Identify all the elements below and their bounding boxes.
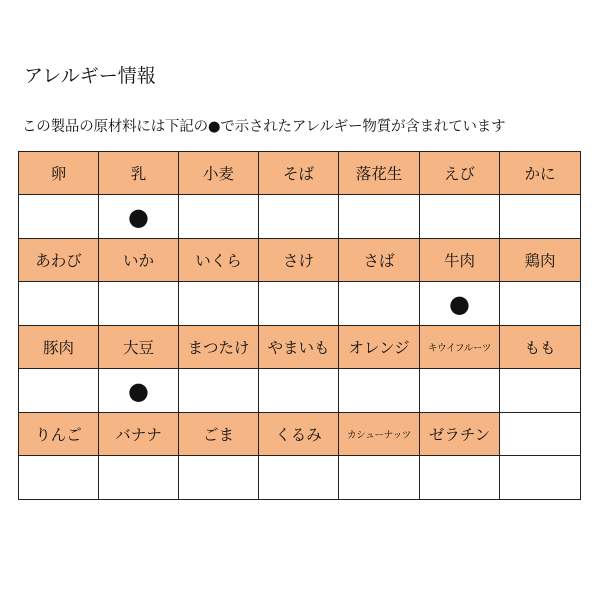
allergen-mark: [19, 456, 99, 500]
allergen-mark: [179, 195, 259, 239]
allergen-name: 落花生: [339, 152, 420, 195]
allergen-name: 鶏肉: [500, 239, 581, 282]
allergen-name: ゼラチン: [420, 413, 500, 456]
allergen-name: オレンジ: [339, 326, 420, 369]
allergen-name: くるみ: [259, 413, 339, 456]
allergen-mark-row: [19, 195, 581, 239]
allergen-name: いか: [99, 239, 179, 282]
allergen-name: キウイフルーツ: [420, 326, 500, 369]
allergen-name: 牛肉: [420, 239, 500, 282]
allergen-mark: [339, 369, 420, 413]
allergen-name: さけ: [259, 239, 339, 282]
allergen-mark: [339, 195, 420, 239]
allergen-name: さば: [339, 239, 420, 282]
allergen-name-empty: [500, 413, 581, 456]
allergen-name: 小麦: [179, 152, 259, 195]
allergen-mark: [99, 456, 179, 500]
allergen-mark-row: [19, 282, 581, 326]
allergen-mark: ●: [420, 282, 500, 326]
allergen-mark: [500, 282, 581, 326]
allergen-mark: ●: [99, 369, 179, 413]
allergen-name: ごま: [179, 413, 259, 456]
allergen-mark: [259, 369, 339, 413]
allergen-mark: [99, 282, 179, 326]
allergen-mark: [19, 369, 99, 413]
allergen-name: もも: [500, 326, 581, 369]
allergen-name: カシューナッツ: [339, 413, 420, 456]
allergen-mark: [179, 282, 259, 326]
allergen-mark: [420, 195, 500, 239]
allergen-mark: [339, 282, 420, 326]
allergen-description: この製品の原材料には下記の●で示されたアレルギー物質が含まれています: [22, 119, 506, 135]
allergen-name: バナナ: [99, 413, 179, 456]
allergen-name: りんご: [19, 413, 99, 456]
allergen-mark: [179, 456, 259, 500]
allergen-table: [18, 151, 581, 500]
allergen-name: 乳: [99, 152, 179, 195]
allergen-name: いくら: [179, 239, 259, 282]
allergen-name: 豚肉: [19, 326, 99, 369]
allergen-name: まつたけ: [179, 326, 259, 369]
allergen-mark: [259, 282, 339, 326]
allergen-mark-row: [19, 369, 581, 413]
allergen-mark: [19, 195, 99, 239]
allergen-mark: [339, 456, 420, 500]
allergen-name-row: [19, 326, 581, 369]
allergen-mark: [420, 456, 500, 500]
allergen-name: やまいも: [259, 326, 339, 369]
allergen-mark-row: [19, 456, 581, 500]
allergen-name: あわび: [19, 239, 99, 282]
allergen-name: えび: [420, 152, 500, 195]
allergen-name-row: [19, 239, 581, 282]
allergen-mark: [259, 456, 339, 500]
allergen-mark: [500, 369, 581, 413]
allergen-name: 大豆: [99, 326, 179, 369]
allergen-mark: ●: [99, 195, 179, 239]
allergen-mark: [19, 282, 99, 326]
allergen-mark: [179, 369, 259, 413]
allergen-name-row: [19, 152, 581, 195]
allergen-name-row: [19, 413, 581, 456]
allergen-mark: [420, 369, 500, 413]
allergen-mark: [259, 195, 339, 239]
allergen-name: 卵: [19, 152, 99, 195]
allergen-mark: [500, 456, 581, 500]
page-title: アレルギー情報: [24, 65, 156, 87]
allergen-name: かに: [500, 152, 581, 195]
allergen-name: そば: [259, 152, 339, 195]
allergen-mark: [500, 195, 581, 239]
